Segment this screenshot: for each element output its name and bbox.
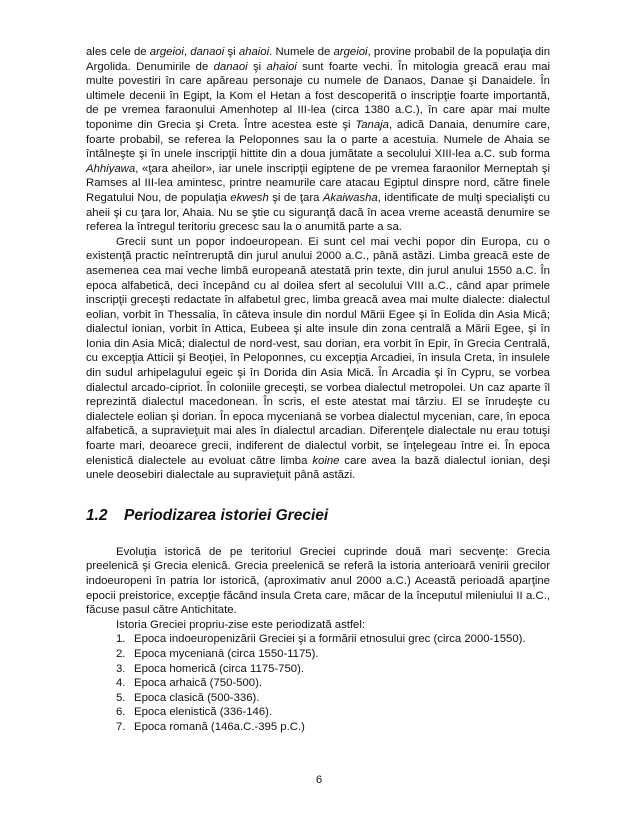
- italic-term: Ahhiyawa: [86, 162, 136, 175]
- period-list: [86, 632, 550, 734]
- text-run: ales cele de: [86, 46, 150, 58]
- section-paragraph: Evoluţia istorică de pe teritoriul Greciei cuprinde două mari secvenţe: Grecia preelenică şi Grecia elenică. Grecia preelenică se referă la istoria anterioară venirii grecilor indoeuropeni în patria lor istorică, (aproximativ anul 2000 a.C.) Această perioadă aparţine epocii preistorice, excepţie făcând insula Creta care, măcar de la începutul mileniului II a.C., făcuse pasul către Antichitate.: [86, 545, 550, 617]
- text-run: şi: [247, 60, 267, 73]
- italic-term: ahaioi: [266, 60, 297, 73]
- text-run: şi de ţara: [268, 191, 323, 204]
- text-run: ,: [183, 46, 191, 58]
- italic-term: argeioi: [149, 46, 184, 58]
- list-item-number: 3.: [116, 662, 126, 675]
- list-item: [116, 691, 550, 706]
- list-item-number: 2.: [116, 647, 126, 660]
- list-item-text: Epoca mycenianā (circa 1550-1175).: [134, 647, 319, 660]
- list-item-number: 5.: [116, 691, 126, 704]
- italic-term: danaoi: [190, 46, 225, 58]
- list-intro: Istoria Greciei propriu-zise este periodizată astfel:: [116, 618, 366, 631]
- paragraph-1: [86, 45, 550, 235]
- list-item-number: 4.: [116, 677, 126, 690]
- list-item: [116, 647, 550, 662]
- text-run: , «ţara aheilor», iar unele inscripţii egiptene de pe vremea faraonilor Merneptah şi Ramses al III-lea amintesc, printre neamurile care atacau Egiptul dinspre nord, către finele Regatului Nou, de populaţia: [86, 162, 550, 204]
- italic-term: ahaioi: [238, 46, 270, 58]
- list-item-text: Epoca romană (146a.C.-395 p.C.): [134, 720, 305, 733]
- list-item-text: Epoca clasică (500-336).: [134, 691, 260, 704]
- list-item-number: 7.: [116, 720, 126, 733]
- list-item: [116, 632, 550, 647]
- page-number: 6: [315, 774, 323, 786]
- text-run: şi: [224, 46, 239, 58]
- italic-term: Tanaja: [355, 118, 389, 131]
- list-item: [116, 720, 550, 735]
- text-run: . Numele de: [269, 46, 334, 58]
- list-item-number: 6.: [116, 706, 126, 719]
- list-item: [116, 662, 550, 677]
- paragraph-2: [86, 235, 550, 483]
- text-run: sunt foarte vechi. În mitologia greacă erau mai multe povestiri în care apăreau personaje cu numele de Danaos, Danae şi Danaidele. În ultimele decenii în Egipt, la Kom el Hetan a fost descoperită o inscripţie foarte importantă, de pe vremea faraonului Amenhotep al III-lea (circa 1380 a.C.), în care apar mai multe toponime din Grecia şi Creta. Între acestea este şi: [86, 60, 551, 131]
- text-run: , provine probabil de la populaţia din Argolida. Denumirile de: [86, 46, 550, 73]
- list-item: [116, 705, 550, 720]
- italic-term: Akaiwasha: [322, 191, 378, 204]
- list-item-text: Epoca arhaică (750-500).: [134, 677, 263, 690]
- list-item: [116, 676, 550, 691]
- text-run: , adică Danaia, denumire care, foarte probabil, se referea la Peloponnes sau la o parte a acestuia. Numele de Ahaia se întâlneşte şi în unele inscripţii hittite din a doua jumătate a secolului XIII-lea a.C. sub forma: [86, 118, 550, 161]
- italic-term: ekwesh: [230, 191, 269, 204]
- text-run: care avea la bază dialectul ionian, deşi unele deosebiri dialectale au supravieţuit până astăzi.: [86, 454, 551, 482]
- list-item-text: Epoca indoeuropenizării Greciei şi a formării etnosului grec (circa 2000-1550).: [134, 633, 526, 646]
- text-run: , identificate de mulţi specialişti cu aheii şi cu ţara lor, Ahaia. Nu se ştie cu siguranţă dacă în acea vreme această denumire se referea la întregul teritoriu grecesc sau la o anumită parte a sa.: [86, 191, 550, 234]
- list-item-text: Epoca elenistică (336-146).: [134, 706, 273, 719]
- section-number: 1.2: [86, 506, 108, 524]
- section-title: Periodizarea istoriei Greciei: [124, 506, 329, 524]
- italic-term: koine: [312, 454, 340, 467]
- list-item-number: 1.: [116, 633, 126, 646]
- italic-term: argeioi: [333, 46, 368, 58]
- section-heading: [86, 507, 550, 525]
- list-item-text: Epoca homerică (circa 1175-750).: [134, 662, 305, 675]
- text-run: Grecii sunt un popor indoeuropean. Ei sunt cel mai vechi popor din Europa, cu o existenţă practic neîntreruptă din jurul anului 2000 a.C., până astăzi. Limba greacă este de asemenea cea mai veche limbă europeană atestată prin texte, din jurul anului 1550 a.C. În epoca alfabetică, deci începând cu al doilea sfert al secolului VIII a.C., când apar primele inscripţii greceşti redactate în alfabetul grec, limba greacă avea mai multe dialecte: dialectul eolian, vorbit în Thessalia, în câteva insule din nordul Mării Egee şi în Eolida din Asia Mică; dialectul ionian, vorbit în Attica, Eubeea şi alte insule din zona centrală a Mării Egee, şi în Ionia din Asia Mică; dialectul de nord-vest, sau dorian, era vorbit în Epir, în Grecia Centrală, cu excepţia Atticii şi Beoţiei, în Peloponnes, cu excepţia Arcadiei, în insula Creta, în insulele din sudul arhipelagului egeic şi în Dorida din Asia Mică. În Arcadia şi în Cypru, se vorbea dialectul arcado-cipriot. În coloniile greceşti, se vorbea dialectul metropolei. Un caz aparte îl reprezintă dialectul macedonean. În scris, el este atestat mai târziu. El se înrudeşte cu dialectele eolian şi dorian. În epoca mycenianā se vorbea dialectul mycenian, care, în epoca alfabetică, a supravieţuit mai ales în dialectul arcadian. Diferenţele dialectale nu erau totuşi foarte mari, deoarece grecii, indiferent de dialectul vorbit, se înţelegeau între ei. În epoca elenistică dialectele au evoluat către limba: [86, 235, 550, 467]
- italic-term: danaoi: [213, 60, 248, 73]
